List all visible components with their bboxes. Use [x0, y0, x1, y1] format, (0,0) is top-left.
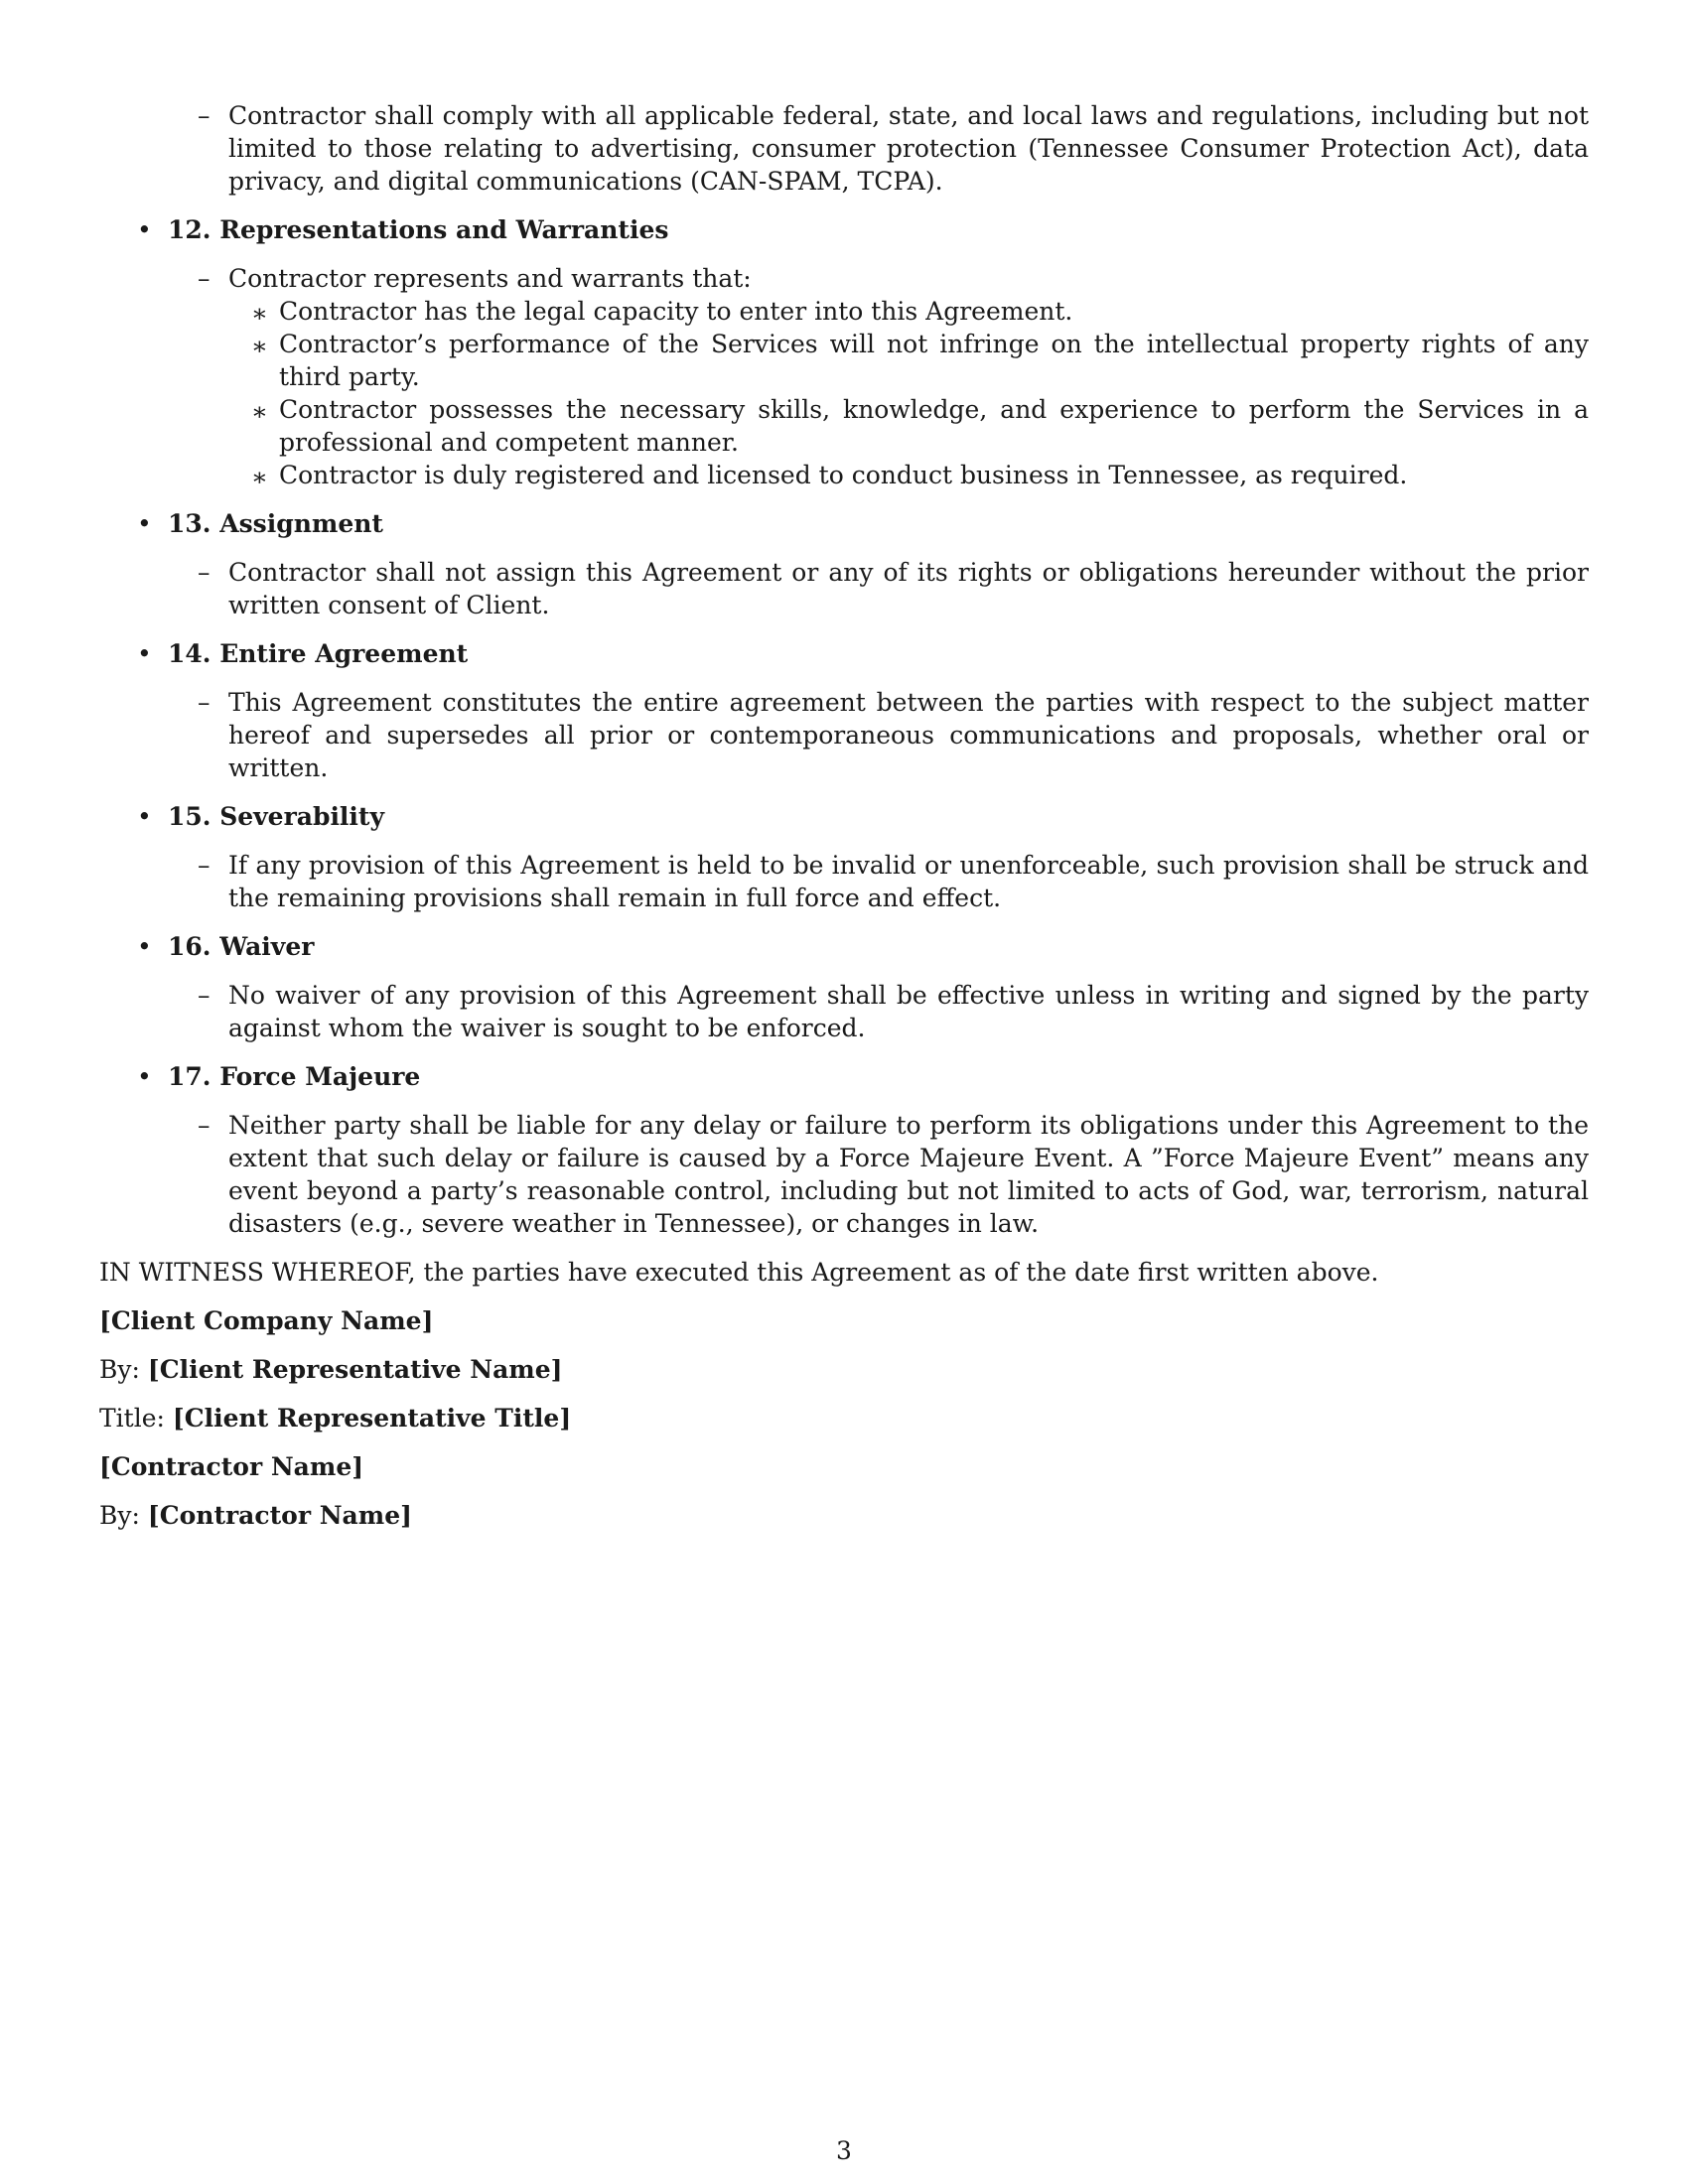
- signature-contractor-by: [99, 1499, 1589, 1532]
- star-marker: ∗: [251, 299, 268, 328]
- dash-marker: –: [198, 981, 211, 1010]
- client-company-name: [Client Company Name]: [99, 1306, 434, 1335]
- warranty-item: [99, 393, 1589, 459]
- bullet-marker: •: [137, 932, 152, 961]
- section-body: [99, 686, 1589, 784]
- client-representative-name: [Client Representative Name]: [147, 1355, 563, 1384]
- star-marker: ∗: [251, 332, 268, 360]
- warranty-item-text: Contractor possesses the necessary skills, knowledge, and experience to perform the Services in a professional and competent manner.: [279, 395, 1589, 457]
- section-17: [99, 1060, 1589, 1240]
- section-heading: [99, 637, 1589, 670]
- section-15: [99, 800, 1589, 914]
- bullet-marker: •: [137, 215, 152, 244]
- section-heading-text: 12. Representations and Warranties: [168, 215, 669, 244]
- section-heading: [99, 507, 1589, 540]
- section-body: [99, 849, 1589, 914]
- dash-marker: –: [198, 558, 211, 587]
- title-label: Title:: [99, 1404, 173, 1433]
- section-heading-text: 13. Assignment: [168, 509, 383, 538]
- dash-marker: –: [198, 101, 211, 130]
- section-body-text: If any provision of this Agreement is held to be invalid or unenforceable, such provision shall be struck and the remaining provisions shall remain in full force and effect.: [228, 851, 1589, 912]
- section-body-text: Contractor shall not assign this Agreement or any of its rights or obligations hereunder without the prior written consent of Client.: [228, 558, 1589, 619]
- dash-marker: –: [198, 688, 211, 717]
- section-heading-text: 17. Force Majeure: [168, 1062, 421, 1091]
- section-body: [99, 979, 1589, 1044]
- section-heading: [99, 930, 1589, 963]
- section-heading: [99, 213, 1589, 246]
- bullet-marker: •: [137, 802, 152, 831]
- bullet-marker: •: [137, 509, 152, 538]
- dash-marker: –: [198, 264, 211, 293]
- section-16: [99, 930, 1589, 1044]
- section-heading-text: 15. Severability: [168, 802, 385, 831]
- section-heading: [99, 800, 1589, 833]
- by-label: By:: [99, 1355, 148, 1384]
- section-body: [99, 556, 1589, 621]
- section-12: [99, 213, 1589, 491]
- star-marker: ∗: [251, 463, 268, 491]
- contractor-name: [Contractor Name]: [99, 1452, 364, 1481]
- section-body-text: Neither party shall be liable for any delay or failure to perform its obligations under this Agreement to the extent that such delay or failure is caused by a Force Majeure Event. A ”Force Majeure Event” means any event beyond a party’s reasonable control, including but not limited to acts of God, war, terrorism, natural disasters (e.g., severe weather in Tennessee), or changes in law.: [228, 1111, 1589, 1238]
- dash-marker: –: [198, 851, 211, 880]
- bullet-marker: •: [137, 639, 152, 668]
- witness-statement: IN WITNESS WHEREOF, the parties have executed this Agreement as of the date first written above.: [99, 1258, 1379, 1287]
- section-13: [99, 507, 1589, 621]
- warranty-item-text: Contractor’s performance of the Services will not infringe on the intellectual property rights of any third party.: [279, 330, 1589, 391]
- warranty-item: [99, 295, 1589, 328]
- by-label: By:: [99, 1501, 148, 1530]
- signature-contractor: [99, 1450, 1589, 1483]
- section-heading-text: 16. Waiver: [168, 932, 315, 961]
- signature-client-title: [99, 1402, 1589, 1434]
- client-representative-title: [Client Representative Title]: [172, 1404, 572, 1433]
- section-heading-text: 14. Entire Agreement: [168, 639, 469, 668]
- section-14: [99, 637, 1589, 784]
- warranty-item: [99, 459, 1589, 491]
- warranty-item: [99, 328, 1589, 393]
- carryover-paragraph: [99, 99, 1589, 198]
- signature-client-by: [99, 1353, 1589, 1386]
- section-body: [99, 262, 1589, 295]
- carryover-text: Contractor shall comply with all applicable federal, state, and local laws and regulations, including but not limited to those relating to advertising, consumer protection (Tennessee Consumer Protection Act), data privacy, and digital communications (CAN-SPAM, TCPA).: [228, 101, 1589, 196]
- page-number: 3: [836, 2136, 852, 2165]
- section-heading: [99, 1060, 1589, 1093]
- document-page: [99, 99, 1589, 1532]
- warranty-item-text: Contractor is duly registered and licensed to conduct business in Tennessee, as required.: [279, 461, 1408, 489]
- section-body-text: Contractor represents and warrants that:: [228, 264, 752, 293]
- contractor-by-name: [Contractor Name]: [147, 1501, 412, 1530]
- star-marker: ∗: [251, 397, 268, 426]
- section-body: [99, 1109, 1589, 1240]
- signature-client-company: [99, 1304, 1589, 1337]
- section-body-text: No waiver of any provision of this Agreement shall be effective unless in writing and signed by the party against whom the waiver is sought to be enforced.: [228, 981, 1589, 1042]
- section-body-text: This Agreement constitutes the entire agreement between the parties with respect to the subject matter hereof and supersedes all prior or contemporaneous communications and proposals, whether oral or written.: [228, 688, 1589, 782]
- bullet-marker: •: [137, 1062, 152, 1091]
- dash-marker: –: [198, 1111, 211, 1140]
- warranty-list: [99, 295, 1589, 491]
- warranty-item-text: Contractor has the legal capacity to enter into this Agreement.: [279, 297, 1073, 326]
